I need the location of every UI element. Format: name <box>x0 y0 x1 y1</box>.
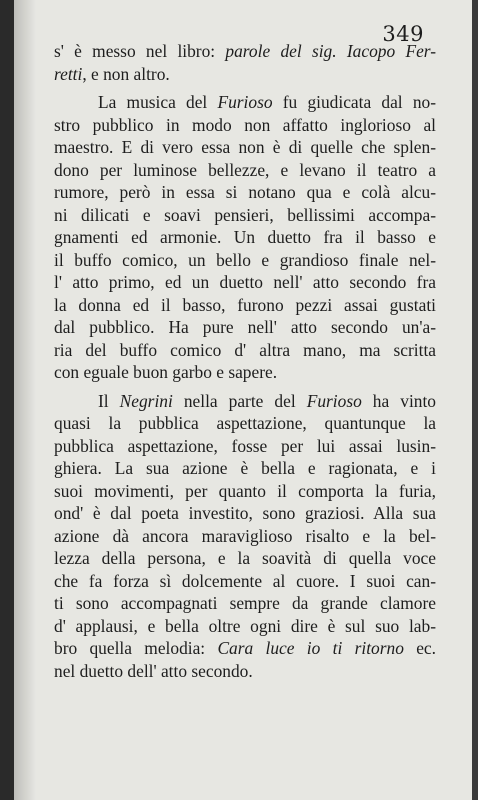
text-segment: nella parte del <box>172 390 307 411</box>
text-segment: d' applausi, e bella oltre ogni dire è sul suo lab- <box>54 615 436 636</box>
text-line <box>54 294 436 317</box>
text-segment: ond' è dal poeta investito, sono graziosi. Alla sua <box>54 503 436 523</box>
text-line <box>54 361 436 384</box>
text-line <box>54 435 436 458</box>
text-line <box>54 226 436 249</box>
text-segment: pubblica aspettazione, fosse per lui assai lusin- <box>54 435 436 456</box>
text-line <box>54 136 436 159</box>
text-segment: ria del buffo comico d' altra mano, ma scritta <box>54 339 436 360</box>
italic-text: retti <box>54 63 83 84</box>
text-line <box>54 181 436 204</box>
text-segment: ec. <box>403 638 436 658</box>
text-line <box>54 339 436 362</box>
text-line <box>54 502 436 525</box>
text-line <box>54 547 436 570</box>
paragraph <box>54 91 436 384</box>
text-segment: che fa forza sì dolcemente al cuore. I suoi can- <box>54 570 436 591</box>
text-segment: La musica del <box>98 92 218 112</box>
text-segment: rumore, però in essa si notano qua e colà alcu- <box>54 182 436 202</box>
text-segment: ha vinto <box>361 390 436 411</box>
text-segment: stro pubblico in modo non affatto inglorioso al <box>54 114 436 135</box>
text-line <box>54 271 436 294</box>
text-line <box>54 660 436 683</box>
paragraph <box>54 390 436 683</box>
text-line <box>54 615 436 638</box>
text-line <box>54 480 436 503</box>
text-line <box>54 91 436 114</box>
text-segment: dal pubblico. Ha pure nell' atto secondo un'a- <box>54 317 436 337</box>
italic-text: Furioso <box>217 92 273 112</box>
page-number: 349 <box>382 22 424 46</box>
italic-text: Furioso <box>306 390 362 411</box>
text-segment: s' è messo nel libro: <box>54 41 226 61</box>
text-line <box>54 204 436 227</box>
text-line <box>54 457 436 480</box>
text-line <box>54 592 436 615</box>
text-segment: , e non altro. <box>82 63 170 84</box>
text-line <box>54 249 436 272</box>
italic-text: Negrini <box>119 390 173 411</box>
text-line <box>54 412 436 435</box>
italic-text: parole del sig. Iacopo Fer- <box>225 41 436 61</box>
text-segment: fu giudicata dal no- <box>272 92 436 112</box>
text-line <box>54 525 436 548</box>
text-segment: l' atto primo, ed un duetto nell' atto secondo fra <box>54 272 436 292</box>
text-segment: dono per luminose bellezze, e levano il teatro a <box>54 159 436 180</box>
text-segment: ti sono accompagnati sempre da grande clamore <box>54 593 436 613</box>
text-segment: gnamenti ed armonie. Un duetto fra il basso e <box>54 227 436 247</box>
text-segment: suoi movimenti, per quanto il comporta la furia, <box>54 480 436 501</box>
text-segment: la donna ed il basso, furono pezzi assai gustati <box>54 294 436 315</box>
text-segment: Il <box>98 390 120 411</box>
text-segment: quasi la pubblica aspettazione, quantunque la <box>54 413 436 433</box>
text-segment: bro quella melodia: <box>54 638 218 658</box>
text-line <box>54 159 436 182</box>
text-segment: con eguale buon garbo e sapere. <box>54 362 278 382</box>
text-segment: il buffo comico, un bello e grandioso finale nel- <box>54 249 436 270</box>
text-line <box>54 390 436 413</box>
text-segment: azione dà ancora maraviglioso risalto e la bel- <box>54 525 436 546</box>
text-segment: maestro. E di vero essa non è di quelle che splen- <box>54 137 436 157</box>
text-line <box>54 114 436 137</box>
text-segment: nel duetto dell' atto secondo. <box>54 660 253 681</box>
text-line <box>54 316 436 339</box>
paragraph <box>54 40 436 85</box>
text-line <box>54 637 436 660</box>
text-line <box>54 63 436 86</box>
text-segment: ghiera. La sua azione è bella e ragionata, e i <box>54 458 436 478</box>
italic-text: Cara luce io ti ritorno <box>217 638 404 658</box>
text-line <box>54 570 436 593</box>
text-line <box>54 40 436 63</box>
body-text <box>54 40 436 682</box>
text-segment: lezza della persona, e la soavità di quella voce <box>54 548 436 568</box>
text-segment: ni dilicati e soavi pensieri, bellissimi accompa- <box>54 204 436 225</box>
